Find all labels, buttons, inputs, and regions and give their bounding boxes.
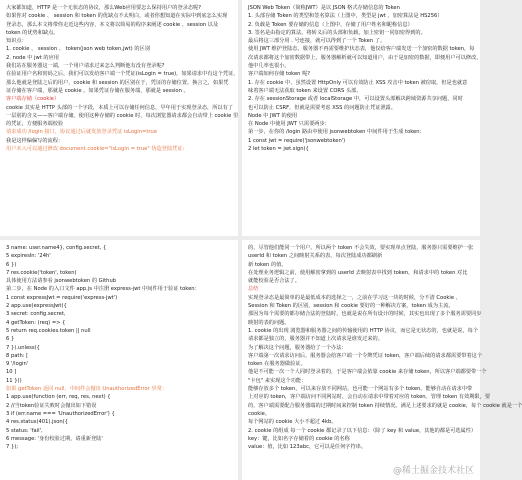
text-line: key：键，比如名字存储着的 cookie 的名称 xyxy=(248,435,350,442)
doc-panel-bottom-right xyxy=(242,240,522,480)
text-line: 能够存放多个 token，可以来存放不同网站，也可能一个网站有多个 token。能够自动在请求中带 xyxy=(248,386,473,393)
text-line: 为了解决这个问题，服务器给了一个办法： xyxy=(248,344,347,351)
text-line: 如果你对 cookie 、 session 和 token 的优缺点不太明白，或者你想知道在实际中到底怎么实现 xyxy=(6,13,228,20)
text-line: 2 //当token验证失败时会抛出如下错误 xyxy=(6,402,97,409)
text-line: 第二步，在 Node 的入口文件 app.js 中注册 express-jwt 中间件用于验证 token： xyxy=(6,286,200,293)
text-line: 如果 getToken 返回 null，中间件会抛出 UnauthorizedError 异常： xyxy=(6,386,168,393)
text-line: 使用 JWT 维护登陆态，服务器不再需要维护状态表，他仅给客户端发送一个加密的数据 token，每 xyxy=(248,46,475,53)
text-line: 1 const jwt = require('jsonwebtoken') xyxy=(248,137,346,144)
text-line: 在验证用户名和密码之后，我们可以发给客户端一个凭证(isLogin = true)，如果请求中有这个凭证， xyxy=(6,71,239,78)
text-line: 2. 存在 sessionStorage 或者 localStorage 中，可以设置头部解决跨域资源共享问题，同时 xyxy=(248,96,463,103)
text-line: 7 }); xyxy=(6,444,19,451)
text-line: 第一步，在你的 /login 路由中使用 jsonwebtoken 中间件用于生成 token： xyxy=(248,129,425,136)
text-line: 实现登录态是最简单的是最低成本的选择之一，之前在学习这一块的时候，分不清 Cookie 、 xyxy=(248,294,461,301)
text-line: 在处理业务逻辑之前，使用解密拿到的 userId 去映射表中找到 token，和请求中的 token 对比 xyxy=(248,269,468,276)
text-line: 最后将这三部分用 . 号连接，就可以得到了一个 Token 了。 xyxy=(248,38,386,45)
text-line: 他是不可能一次一个人同时登录着的，于是客户端会依靠 cookie 来存储 token，所以客户端都要带一个 xyxy=(248,369,487,376)
text-line: 请求成功 /login 接口，协议通过后就发放登录凭证 isLogin=true xyxy=(6,129,158,136)
text-line: 知识点： xyxy=(6,38,27,45)
text-line: 8 path: [ xyxy=(6,352,29,359)
text-line: 2. 负载是 Token 要存储的信息（上图中，存储了用户姓名和昵称信息） xyxy=(248,21,413,28)
text-line: 7 }).unless({ xyxy=(6,344,40,351)
doc-panel-top-right xyxy=(242,0,480,236)
text-line: 2 app.use(expressJwt({ xyxy=(6,303,67,310)
text-line: 也可以防止 CSRF，但就是需要考虑 XSS 的问题防止凭证泄露。 xyxy=(248,104,396,111)
text-line: 我们站在服务器这一端，一个用户请求过来怎么判断他有没有登录呢? xyxy=(6,63,165,70)
text-line: 2. cookie 的组成 每一个 cookie 都记录了以下信息：（除了 key 和 value，其他的都是可选属性） xyxy=(248,427,477,434)
text-line: 5 expiresIn: '24h' xyxy=(6,253,51,260)
text-line: 7 res.cookie('token', token) xyxy=(6,269,77,276)
text-line: token 的优势和缺点。 xyxy=(6,29,59,36)
text-line: 味着客户端无法获取 token 来设置 CORS 头部。 xyxy=(248,87,362,94)
text-line: 11 })) xyxy=(6,377,22,384)
text-line: 3 secret: config.secret, xyxy=(6,311,66,318)
text-line: 的，客户端需要配合服务器端的过期时间来控制 token 持续情况。满足上述要求的就是 cookie，每个 cookie 就是一个 xyxy=(248,402,522,409)
text-line: 映射的表的问题。 xyxy=(248,319,290,326)
text-line: value：值，比如 123abc，它可以是任何字符串。 xyxy=(248,444,367,451)
text-line: 4 getToken: (req) => { xyxy=(6,319,66,326)
text-line: 在 Node 中使用 JWT 只需要两步： xyxy=(248,121,330,128)
text-line: 5 status: 'fail', xyxy=(6,427,43,434)
text-line: 那么他就是登陆之后的用户，cookie 和 session 的区别在于，凭证的存储位置。换言之，如果凭 xyxy=(6,79,229,86)
text-line: 3. 签名是由指定的算法，将转义后的头部和负载，加上密钥一同加密得到的。 xyxy=(248,29,426,36)
text-line: 证存储在客户端，那就是 cookie 。如果凭证存储在服务端，那就是 session 。 xyxy=(6,87,189,94)
doc-panel-top-left xyxy=(0,0,238,236)
text-line: token 在服务器做验证。 xyxy=(248,361,306,368)
text-line: 上对应的 token，客户端访问不同网站时，会自动在请求中带着对应的 token。管理 token 有效期限，要 xyxy=(248,394,491,401)
text-line: 2 let token = jwt.sign({ xyxy=(248,146,309,153)
text-line: 具体使用方法请参看 jsonwebtoken 的 Github xyxy=(6,278,117,285)
text-line: 次请求都将这个加密数据带上，服务器解析就可以知道用户，由于是加密的数据，即便用户可以修改， xyxy=(248,54,482,61)
text-line: 10 ] xyxy=(6,369,17,376)
text-line: 的凭证，方便服务端校验 xyxy=(6,121,64,128)
text-line: 1 app.use(function (err, req, res, next) { xyxy=(6,394,111,401)
text-line: JSON Web Token（简称JWT）是以 JSON 格式存储信息的 Token xyxy=(248,5,400,11)
text-line: 6 message: '身份校验过期，请重新登陆' xyxy=(6,435,103,442)
text-line: 6 }) xyxy=(6,261,17,268)
text-line: 的，尽管他们能同一个用户，所以两个 token 不会失效，要实现单点登陆，服务器只需要维护一张 xyxy=(248,245,474,251)
text-line: 总结 xyxy=(248,286,259,293)
text-line: 客户端如何存储 token 呢? xyxy=(248,71,311,78)
text-line: 登录态，那么本文将带你走近这些内容，本文将以简易的程序来阐述 cookie 、session 以及 xyxy=(6,21,219,28)
text-line: 我是这样偏偏写的流程： xyxy=(6,137,64,144)
text-line: 新 token 的值。 xyxy=(248,261,287,268)
text-line: 1. cookie 的出现 浏览器和服务器之间的传输使用的 HTTP 协议，而它是无状态的，也就是说，每个 xyxy=(248,327,479,334)
text-line: "卡包" 来实现这个功能： xyxy=(248,377,307,384)
text-line: 4 res.status(401).json({ xyxy=(6,419,68,426)
text-line: userId 和 token 之间映射关系的表，每次登陆成功都刷新 xyxy=(248,253,383,260)
text-line: 用户未入可以通过修改 document.cookie="isLogin = true" 伪造登陆凭证: xyxy=(6,146,185,153)
text-line: 6 } xyxy=(6,336,15,343)
text-line: 2. node 中 jwt 的应用 xyxy=(6,54,59,61)
text-line: 9 '/login' xyxy=(6,361,29,368)
text-line: 1. 头部存储 Token 的类型和签名算法（上图中，类型是 jwt ，加密算法是 HS256） xyxy=(248,13,443,20)
text-line: 1. cookie 、 session 、 token(json web token,jwt) 的区别 xyxy=(6,46,150,53)
text-line: 3 name: user.name4}, config.secret, { xyxy=(6,245,107,251)
watermark: @稀土掘金技术社区 xyxy=(392,466,474,476)
text-line: 1 const expressJwt = require('express-jwt') xyxy=(6,294,118,301)
text-line: 客户端第一次请求访问后，服务器会给客户端一个令牌凭证 token，客户端后续的请求都需要带着这个 xyxy=(248,352,483,359)
text-line: 一层别的含义——客户端存储。使用这种存储的 cookie 时，每次浏览器请求都会自动带上 cookie 里 xyxy=(6,112,239,119)
text-line: 那因为每个需要的都存储合法的登陆时，也就是说在所有设计的时候，其实也出现了多个服务需要同步 xyxy=(248,311,482,318)
text-line: 请求都是独立的，服务器并不知道上次请求是谁发过来的。 xyxy=(248,336,383,343)
text-line: 5 return req.cookies.token || null xyxy=(6,327,91,334)
doc-panel-bottom-left xyxy=(0,240,238,480)
text-line: 大家都知道，HTTP 是一个无状态的协议，那么Web应用要怎么保持用户的登录态呢? xyxy=(6,5,201,11)
text-line: cookie。 xyxy=(248,410,271,417)
text-line: 3 if (err.name === 'UnauthorizedError') { xyxy=(6,410,115,417)
text-line: 他中几率也很小。 xyxy=(248,63,290,70)
text-line: Session 和 Token 的区别，session 和 cookie 要好的一种解决方案，token 成为主流， xyxy=(248,303,454,310)
text-line: 就能校验是否合法了。 xyxy=(248,278,300,285)
text-line: Node 中 JWT 的使用 xyxy=(248,112,298,119)
text-line: cookie 其实是 HTTP 头部的一个字段，本质上可以存储任何信息，早年用于实现登录态，所以有了 xyxy=(6,104,233,111)
text-line: 1. 存在 cookie 中，虽然设置 HttpOnly 可以有效防止 XSS 攻击中 token 被窃取，但是也就意 xyxy=(248,79,468,86)
text-line: 客户端存储（cookie） xyxy=(6,96,60,103)
text-line: 每个网站的 cookie 大小不超过 4kb。 xyxy=(248,419,337,426)
